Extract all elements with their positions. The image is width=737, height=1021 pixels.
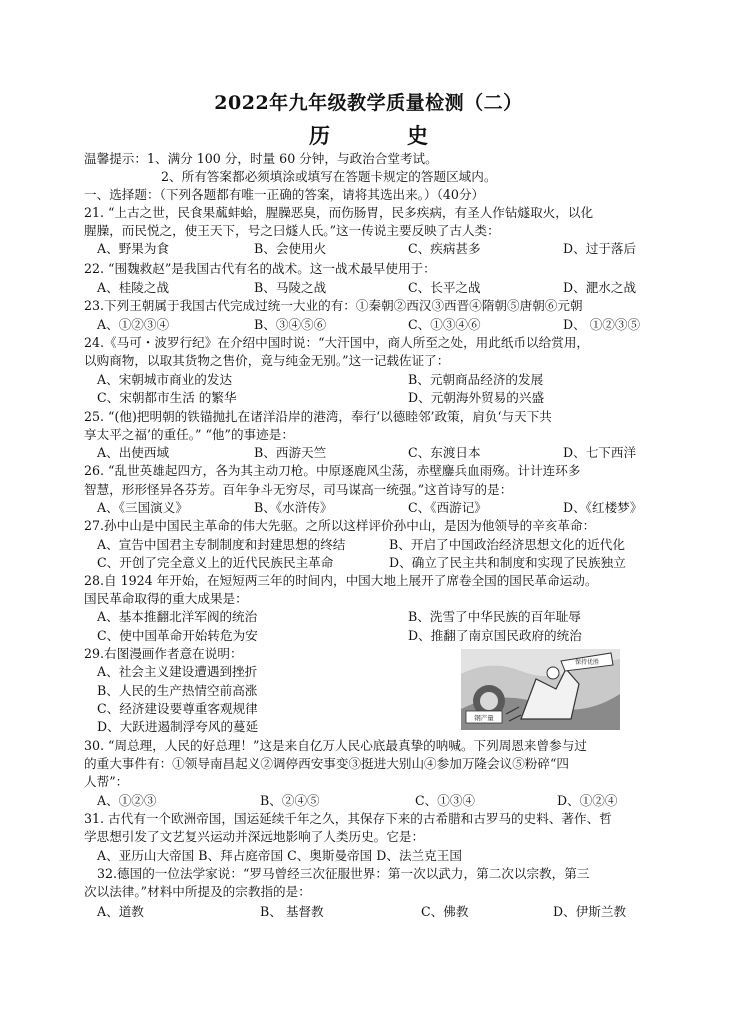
- q31-options: A、亚历山大帝国 B、拜占庭帝国 C、奥斯曼帝国 D、法兰克王国: [97, 848, 462, 863]
- q22-line-1: 22. “围魏救赵”是我国古代有名的战术。这一战术最早使用于：: [84, 261, 436, 276]
- q25-option-c: C、东渡日本: [408, 445, 481, 460]
- cartoon-banner: 保持优胜: [574, 659, 600, 666]
- q23-option-b: B、③④⑤⑥: [254, 317, 327, 332]
- q30-line-1: 30. “周总理，人民的好总理！”这是来自亿万人民心底最真挚的呐喊。下列周恩来曾参与过: [84, 738, 587, 753]
- q29-option-a: A、社会主义建设遭遇到挫折: [97, 664, 258, 679]
- q32-option-c: C、佛教: [421, 904, 469, 919]
- q26-line-1: 26. “乱世英雄起四方，各为其主动刀枪。中原逐鹿风尘荡，赤壁鏖兵血雨殇。计计连环多: [84, 463, 581, 478]
- q30-option-b: B、②④⑤: [260, 793, 320, 808]
- q26-option-c: C、《西游记》: [408, 500, 487, 515]
- q28-option-b: B、洗雪了中华民族的百年耻辱: [408, 609, 581, 624]
- q29-line-1: 29.右图漫画作者意在说明：: [84, 646, 243, 661]
- q28-line-1: 28.自 1924 年开始，在短短两三年的时间内，中国大地上展开了席卷全国的国民革命运动。: [84, 573, 598, 588]
- q27-option-a: A、宣告中国君主专制制度和封建思想的终结: [97, 537, 346, 552]
- q23-option-c: C、①③④⑥: [408, 317, 481, 332]
- q22-option-b: B、马陵之战: [254, 280, 327, 295]
- q23-option-d: D、 ①②③⑤: [563, 317, 641, 332]
- q30-line-2: 的重大事件有：①领导南昌起义②调停西安事变③挺进大别山④参加万隆会议⑤粉碎“四: [84, 756, 570, 771]
- subject-heading: 历 史: [309, 123, 456, 148]
- q22-option-a: A、桂陵之战: [97, 280, 170, 295]
- q21-line-2: 腥臊，而民悦之，使王天下，号之曰燧人氏。”这一传说主要反映了古人类：: [84, 223, 500, 238]
- q22-option-d: D、淝水之战: [563, 280, 637, 295]
- q25-line-2: 享太平之福’的重任。” “他”的事迹是：: [84, 427, 294, 442]
- q25-option-d: D、七下西洋: [563, 445, 637, 460]
- section-heading: 一、选择题：（下列各题都有唯一正确的答案，请将其选出来。）（40分）: [84, 187, 485, 202]
- q21-option-b: B、会使用火: [254, 241, 327, 256]
- q27-option-b: B、开启了中国政治经济思想文化的近代化: [389, 537, 625, 552]
- q30-option-d: D、①②④: [557, 793, 618, 808]
- q28-option-c: C、使中国革命开始转危为安: [97, 628, 258, 643]
- q21-option-d: D、过于落后: [563, 241, 637, 256]
- q28-line-2: 国民革命取得的重大成果是：: [84, 591, 248, 606]
- notice-line-1: 温馨提示：1、满分 100 分，时量 60 分钟，与政治合堂考试。: [84, 151, 438, 166]
- q27-line-1: 27.孙中山是中国民主革命的伟大先驱。之所以这样评价孙中山，是因为他领导的辛亥革命：: [84, 518, 596, 533]
- q26-option-b: B、《水浒传》: [254, 500, 333, 515]
- q25-line-1: 25. “(他)把明朝的铁锚抛扎在诸洋沿岸的港湾，奉行‘以德睦邻’政策，肩负‘与天下共: [84, 409, 552, 424]
- q30-line-3: 人帮”：: [84, 774, 129, 789]
- q31-line-2: 学思想引发了文艺复兴运动并深远地影响了人类历史。它是：: [84, 829, 425, 844]
- q26-option-d: D、《红楼梦》: [563, 500, 643, 515]
- q32-line-2: 次以法律。”材料中所提及的宗教指的是：: [84, 884, 311, 899]
- q25-option-a: A、出使西域: [97, 445, 170, 460]
- cartoon-image: [461, 649, 620, 730]
- q29-option-b: B、人民的生产热情空前高涨: [97, 683, 258, 698]
- q28-option-d: D、推翻了南京国民政府的统治: [408, 628, 582, 643]
- q29-option-c: C、经济建设要尊重客观规律: [97, 701, 258, 716]
- q23-option-a: A、①②③④: [97, 317, 170, 332]
- q27-option-d: D、确立了民主共和制度和实现了民族独立: [389, 555, 626, 570]
- q28-option-a: A、基本推翻北洋军阀的统治: [97, 609, 258, 624]
- q24-option-d: D、元朝海外贸易的兴盛: [408, 390, 545, 405]
- q24-line-1: 24.《马可・波罗行纪》在介绍中国时说：“大汗国中，商人所至之处，用此纸币以给赏用，: [84, 335, 590, 350]
- q24-line-2: 以购商物，以取其货物之售价，竟与纯金无别。”这一记载佐证了：: [84, 353, 450, 368]
- q32-option-d: D、伊斯兰教: [553, 904, 627, 919]
- exam-title: 2022年九年级教学质量检测（二）: [214, 92, 523, 114]
- q21-option-c: C、疾病甚多: [408, 241, 481, 256]
- q24-option-a: A、宋朝城市商业的发达: [97, 372, 233, 387]
- q30-option-c: C、①③④: [415, 793, 476, 808]
- q26-line-2: 智慧，形形怪异各芬芳。百年争斗无穷尽，司马谋高一统强。”这首诗写的是：: [84, 482, 513, 497]
- q27-option-c: C、开创了完全意义上的近代民族民主革命: [97, 555, 334, 570]
- q32-option-a: A、道教: [97, 904, 144, 919]
- q24-option-b: B、元朝商品经济的发展: [408, 372, 544, 387]
- q26-option-a: A、《三国演义》: [97, 500, 188, 515]
- cartoon-label: 钢产量: [474, 714, 494, 722]
- q22-option-c: C、长平之战: [408, 280, 481, 295]
- q25-option-b: B、西游天竺: [254, 445, 327, 460]
- q30-option-a: A、①②③: [97, 793, 157, 808]
- q32-option-b: B、 基督教: [260, 904, 324, 919]
- q23-line-1: 23.下列王朝属于我国古代完成过统一大业的有：①秦朝②西汉③西晋④隋朝⑤唐朝⑥元朝: [84, 298, 583, 313]
- q21-line-1: 21. “上古之世，民食果蓏蚌蛤，腥臊恶臭，而伤肠胃，民多疾病，有圣人作钻燧取火，以化: [84, 205, 594, 220]
- q24-option-c: C、宋朝都市生活 的繁华: [97, 390, 237, 405]
- notice-line-2: 2、所有答案都必须填涂或填写在答题卡规定的答题区域内。: [161, 169, 497, 184]
- q29-option-d: D、大跃进遏制浮夸风的蔓延: [97, 719, 259, 734]
- q21-option-a: A、野果为食: [97, 241, 170, 256]
- q31-line-1: 31. 古代有一个欧洲帝国，国运延续千年之久，其保存下来的古希腊和古罗马的史料、著作、哲: [84, 811, 612, 826]
- q32-line-1: 32.德国的一位法学家说：“罗马曾经三次征服世界：第一次以武力，第二次以宗教，第三: [97, 866, 590, 881]
